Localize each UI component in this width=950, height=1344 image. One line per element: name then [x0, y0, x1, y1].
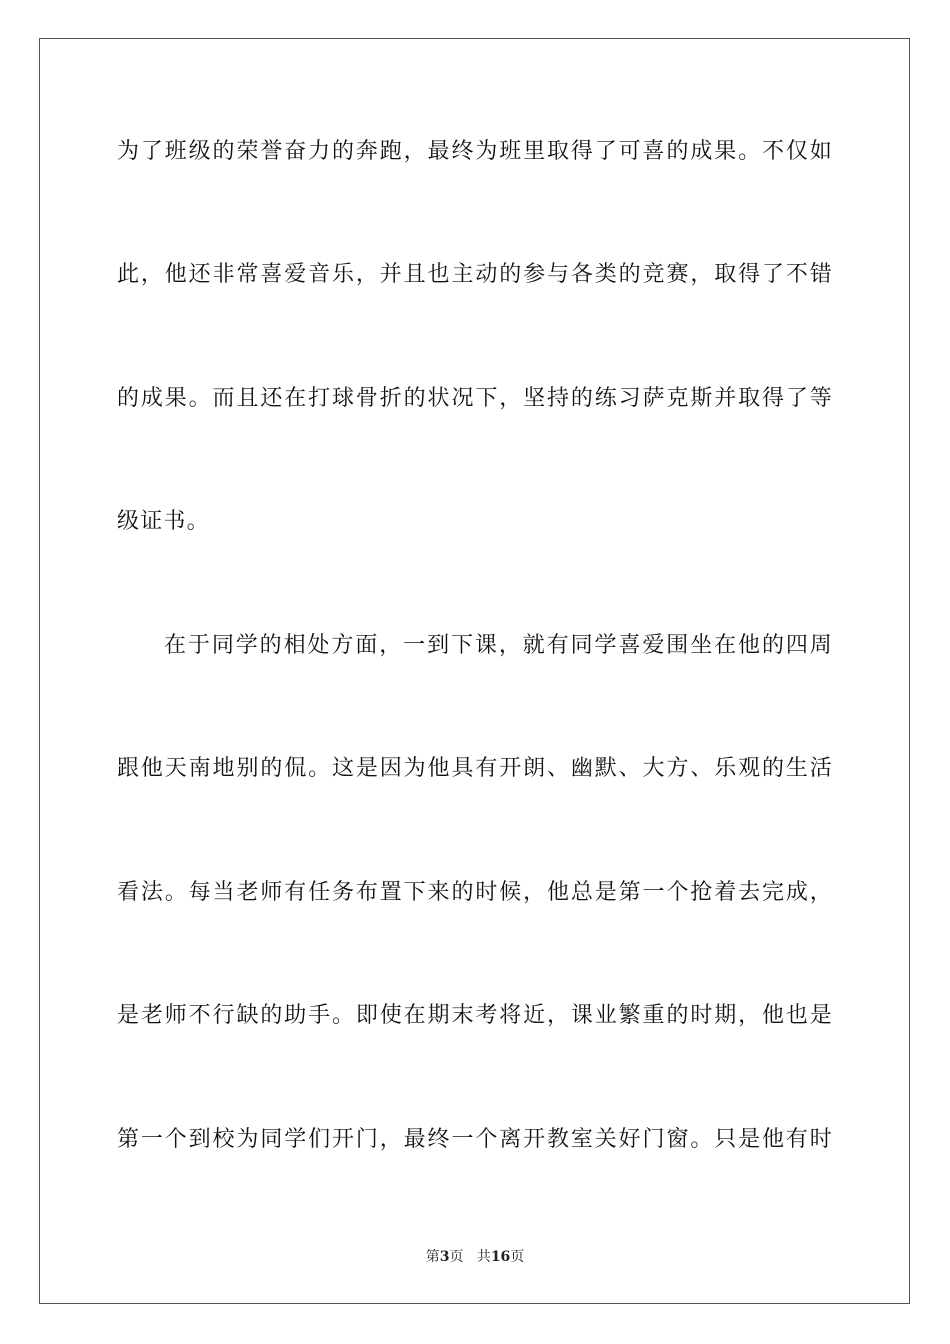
total-suffix: 页 [510, 1249, 525, 1265]
text-line-3: 的成果。而且还在打球骨折的状况下，坚持的练习萨克斯并取得了等 [117, 386, 833, 411]
text-line-7: 看法。每当老师有任务布置下来的时候，他总是第一个抢着去完成， [117, 880, 833, 905]
text-line-8: 是老师不行缺的助手。即使在期末考将近，课业繁重的时期，他也是 [117, 1003, 833, 1028]
page-prefix: 第 [425, 1249, 440, 1265]
page-number: 3 [439, 1249, 450, 1265]
total-prefix: 共 [476, 1249, 491, 1265]
text-line-5-indented: 在于同学的相处方面，一到下课，就有同学喜爱围坐在他的四周 [164, 633, 833, 658]
text-line-9: 第一个到校为同学们开门，最终一个离开教室关好门窗。只是他有时 [117, 1127, 833, 1152]
page-footer [0, 1248, 950, 1266]
page-suffix: 页 [449, 1249, 464, 1265]
text-line-6: 跟他天南地别的侃。这是因为他具有开朗、幽默、大方、乐观的生活 [117, 756, 833, 781]
text-line-1: 为了班级的荣誉奋力的奔跑，最终为班里取得了可喜的成果。不仅如 [117, 139, 833, 164]
total-pages: 16 [490, 1249, 511, 1265]
text-line-4: 级证书。 [117, 509, 210, 534]
text-line-2: 此，他还非常喜爱音乐，并且也主动的参与各类的竞赛，取得了不错 [117, 262, 833, 287]
page-border [39, 38, 910, 1304]
